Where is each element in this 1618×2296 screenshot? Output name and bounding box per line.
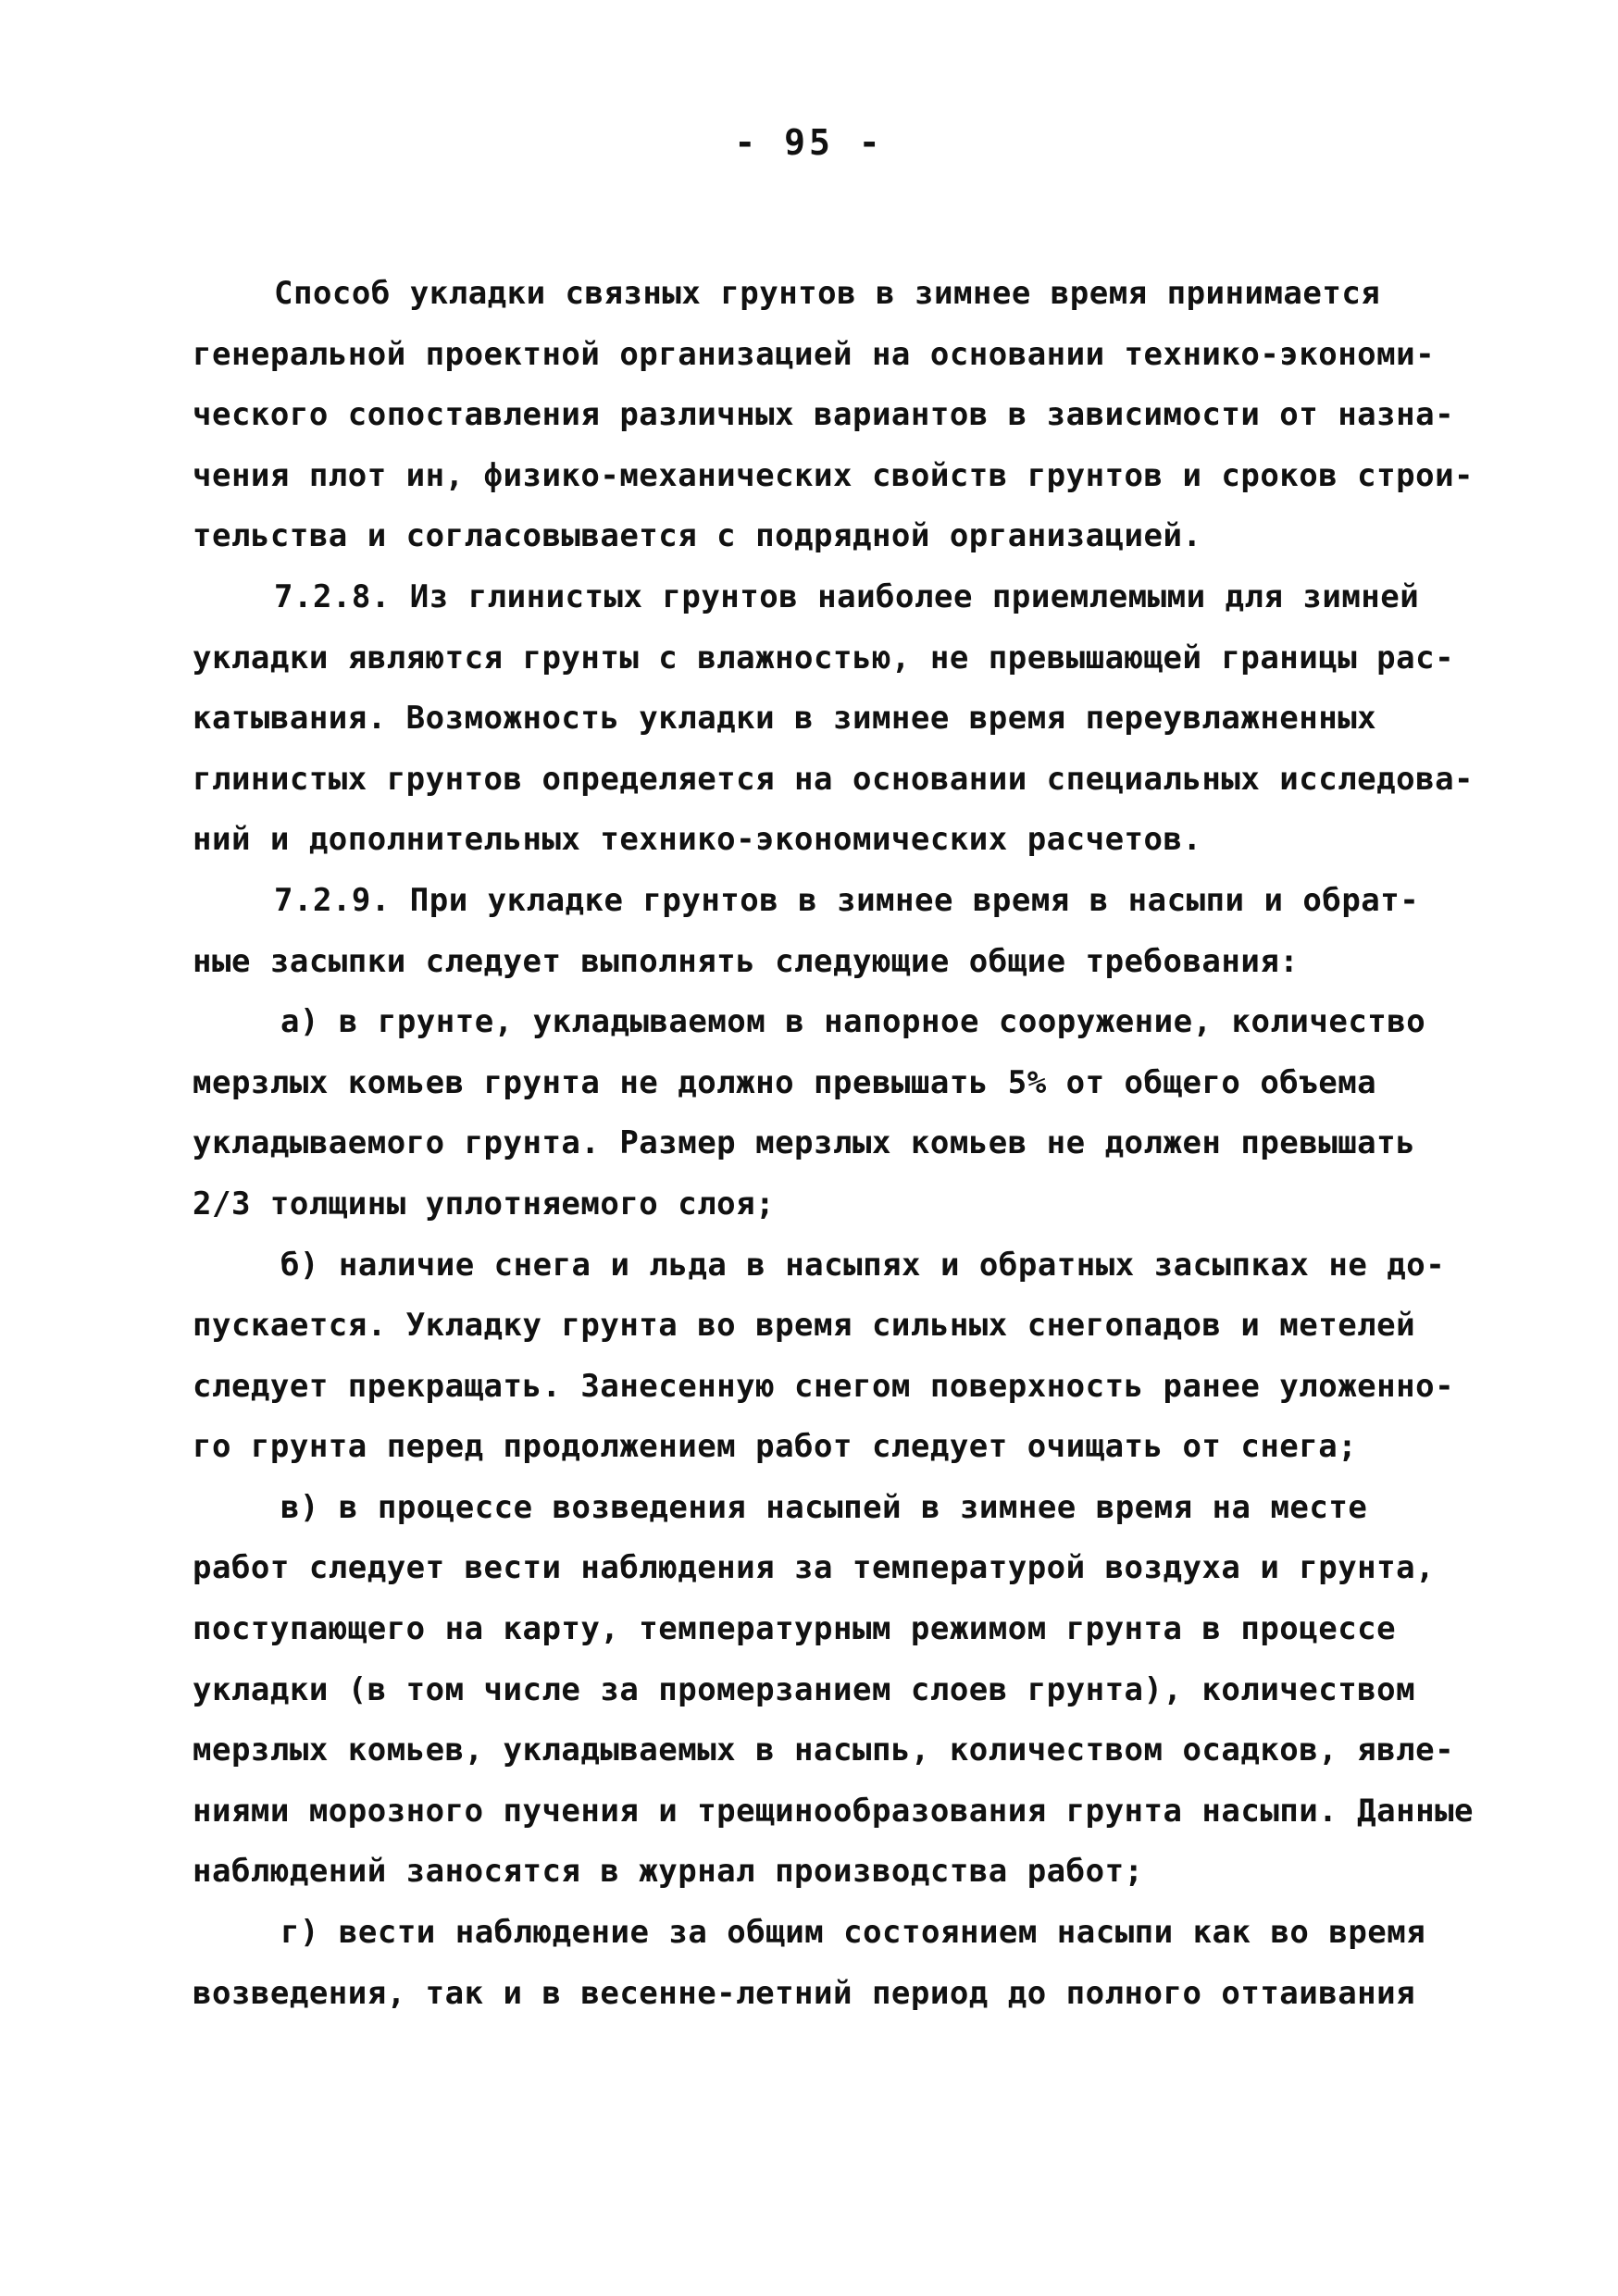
text-line: а) в грунте, укладываемом в напорное сооружение, количество	[280, 1003, 1426, 1041]
text-line: б) наличие снега и льда в насыпях и обратных засыпках не до-	[280, 1246, 1446, 1284]
text-line: г) вести наблюдение за общим состоянием насыпи как во время	[280, 1914, 1426, 1952]
text-line: следует прекращать. Занесенную снегом поверхность ранее уложенно-	[193, 1367, 1455, 1405]
text-line: укладываемого грунта. Размер мерзлых комьев не должен превышать	[193, 1124, 1416, 1162]
text-line: ний и дополнительных технико-экономических расчетов.	[193, 821, 1202, 859]
text-line: ческого сопоставления различных вариантов в зависимости от назна-	[193, 396, 1455, 434]
text-line: 2/3 толщины уплотняемого слоя;	[193, 1185, 776, 1222]
page-number: - 95 -	[734, 122, 884, 163]
text-line: мерзлых комьев грунта не должно превышать 5% от общего объема	[193, 1063, 1377, 1101]
text-line: катывания. Возможность укладки в зимнее время переувлажненных	[193, 700, 1377, 738]
text-line: глинистых грунтов определяется на основании специальных исследова-	[193, 760, 1475, 798]
text-line: го грунта перед продолжением работ следует очищать от снега;	[193, 1428, 1358, 1466]
text-line: наблюдений заносятся в журнал производства работ;	[193, 1853, 1144, 1891]
text-line: укладки (в том числе за промерзанием слоев грунта), количеством	[193, 1670, 1416, 1708]
body-text	[193, 264, 1475, 2024]
text-line: тельства и согласовывается с подрядной организацией.	[193, 517, 1202, 555]
text-line: укладки являются грунты с влажностью, не превышающей границы рас-	[193, 639, 1455, 676]
text-line: возведения, так и в весенне-летний период до полного оттаивания	[193, 1974, 1416, 2012]
text-line: 7.2.8. Из глинистых грунтов наиболее приемлемыми для зимней	[274, 577, 1420, 615]
text-line: Способ укладки связных грунтов в зимнее время принимается	[274, 275, 1381, 312]
text-line: чения плот ин, физико-механических свойств грунтов и сроков строи-	[193, 456, 1475, 494]
text-line: мерзлых комьев, укладываемых в насыпь, количеством осадков, явле-	[193, 1731, 1455, 1769]
text-line: поступающего на карту, температурным режимом грунта в процессе	[193, 1610, 1397, 1648]
text-line: в) в процессе возведения насыпей в зимнее время на месте	[280, 1488, 1368, 1526]
text-line: 7.2.9. При укладке грунтов в зимнее время в насыпи и обрат-	[274, 881, 1420, 919]
text-line: ниями морозного пучения и трещинообразования грунта насыпи. Данные	[193, 1792, 1475, 1830]
text-line: ные засыпки следует выполнять следующие общие требования:	[193, 942, 1300, 980]
text-line: генеральной проектной организацией на основании технико-экономи-	[193, 335, 1436, 373]
text-line: работ следует вести наблюдения за температурой воздуха и грунта,	[193, 1549, 1436, 1587]
text-line: пускается. Укладку грунта во время сильных снегопадов и метелей	[193, 1307, 1416, 1345]
